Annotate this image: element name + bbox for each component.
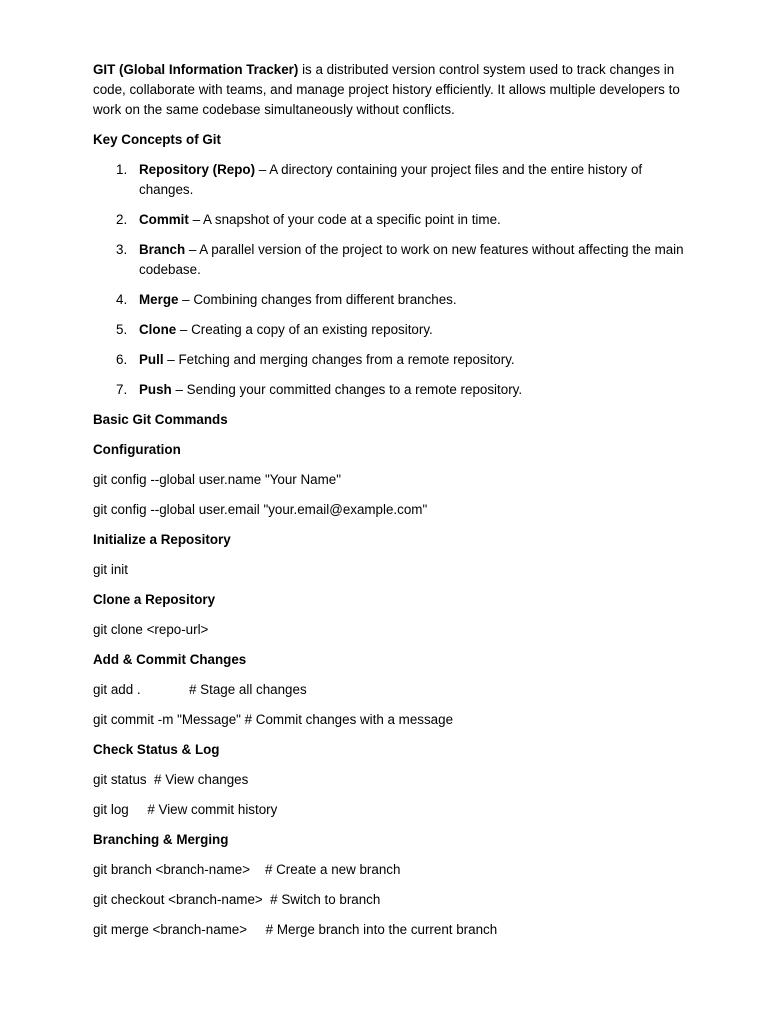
command-line: git checkout <branch-name> # Switch to branch bbox=[93, 892, 381, 907]
concept-number: 3. bbox=[116, 242, 128, 257]
concept-item bbox=[93, 320, 688, 340]
concept-item bbox=[93, 210, 688, 230]
concept-number: 7. bbox=[116, 382, 128, 397]
concept-term: Repository (Repo) bbox=[139, 162, 256, 177]
concept-term: Commit bbox=[139, 212, 189, 227]
section-heading: Branching & Merging bbox=[93, 832, 229, 847]
concept-term: Merge bbox=[139, 292, 179, 307]
command-line: git add . # Stage all changes bbox=[93, 682, 307, 697]
concept-term: Push bbox=[139, 382, 172, 397]
section-heading: Clone a Repository bbox=[93, 592, 216, 607]
command-line: git config --global user.name "Your Name" bbox=[93, 472, 341, 487]
concept-item bbox=[93, 350, 688, 370]
concept-item bbox=[93, 240, 688, 280]
concept-item bbox=[93, 290, 688, 310]
command-sections bbox=[93, 440, 688, 940]
intro-paragraph bbox=[93, 60, 688, 120]
concept-number: 1. bbox=[116, 162, 128, 177]
command-line: git config --global user.email "your.email@example.com" bbox=[93, 502, 428, 517]
concept-term: Branch bbox=[139, 242, 186, 257]
concept-number: 4. bbox=[116, 292, 128, 307]
concept-description: – A directory containing your project files and the entire history of changes. bbox=[139, 162, 643, 197]
intro-term: GIT (Global Information Tracker) bbox=[93, 62, 299, 77]
concept-description: – A snapshot of your code at a specific point in time. bbox=[188, 212, 501, 227]
concept-description: – Sending your committed changes to a remote repository. bbox=[171, 382, 523, 397]
concept-description: – Combining changes from different branches. bbox=[178, 292, 457, 307]
concept-term: Pull bbox=[139, 352, 164, 367]
concept-item bbox=[93, 380, 688, 400]
command-line: git branch <branch-name> # Create a new branch bbox=[93, 862, 401, 877]
concept-item bbox=[93, 160, 688, 200]
command-line: git log # View commit history bbox=[93, 802, 278, 817]
key-concepts-heading: Key Concepts of Git bbox=[93, 132, 221, 147]
concept-number: 5. bbox=[116, 322, 128, 337]
concept-number: 6. bbox=[116, 352, 128, 367]
command-line: git merge <branch-name> # Merge branch into the current branch bbox=[93, 922, 498, 937]
concept-description: – A parallel version of the project to work on new features without affecting the main codebase. bbox=[139, 242, 684, 277]
command-line: git commit -m "Message" # Commit changes with a message bbox=[93, 712, 454, 727]
basic-commands-heading: Basic Git Commands bbox=[93, 412, 228, 427]
section-heading: Initialize a Repository bbox=[93, 532, 231, 547]
concept-term: Clone bbox=[139, 322, 177, 337]
command-line: git clone <repo-url> bbox=[93, 622, 209, 637]
section-heading: Check Status & Log bbox=[93, 742, 220, 757]
concept-description: – Fetching and merging changes from a remote repository. bbox=[163, 352, 515, 367]
command-line: git status # View changes bbox=[93, 772, 249, 787]
intro-text: is a distributed version control system used to track changes in code, collaborate with teams, and manage project history efficiently. It allows multiple developers to work on the same codebase simultaneously without conflicts. bbox=[93, 62, 680, 117]
key-concepts-list bbox=[93, 160, 688, 400]
section-heading: Configuration bbox=[93, 442, 181, 457]
command-line: git init bbox=[93, 562, 128, 577]
section-heading: Add & Commit Changes bbox=[93, 652, 247, 667]
concept-description: – Creating a copy of an existing repository. bbox=[176, 322, 433, 337]
concept-number: 2. bbox=[116, 212, 128, 227]
